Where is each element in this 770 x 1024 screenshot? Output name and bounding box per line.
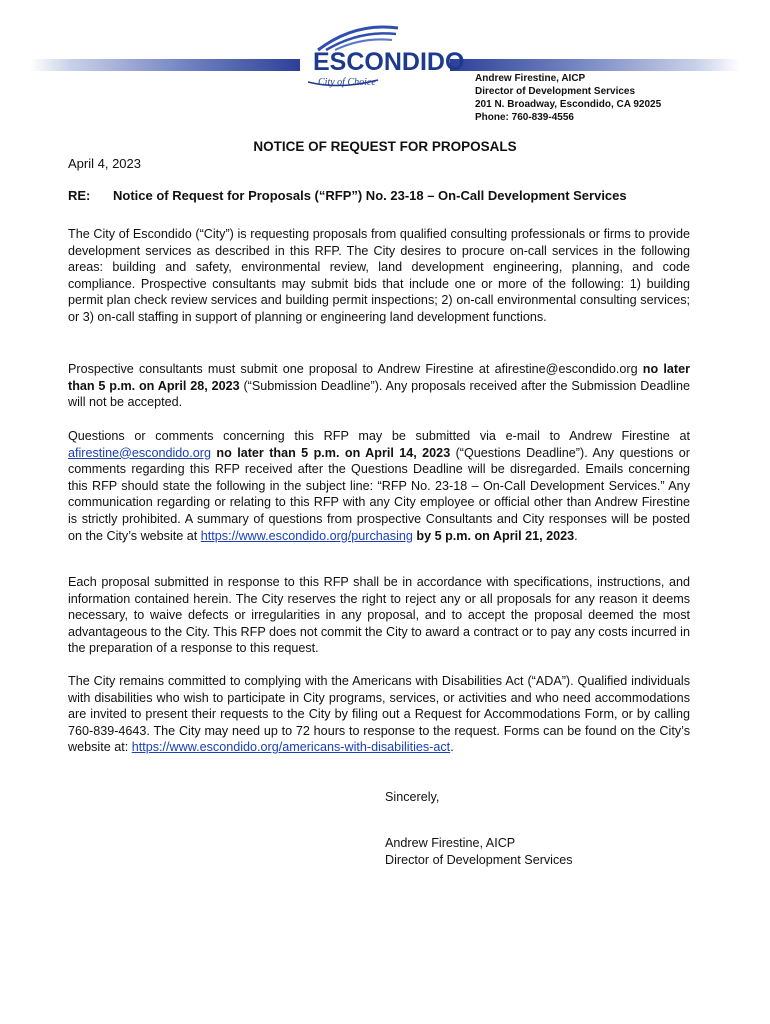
sender-title: Director of Development Services: [475, 86, 636, 97]
ada-text-end: .: [450, 740, 454, 755]
signature-closing: Sincerely,: [385, 790, 440, 804]
sender-name: Andrew Firestine, AICP: [475, 73, 586, 84]
ada-link[interactable]: https://www.escondido.org/americans-with-disabilities-act: [131, 740, 451, 755]
ada-text: The City remains committed to complying with the Americans with Disabilities Act (“ADA”). Qualified individuals with disabilities who wish to participate in City programs, services, or activities and who need accommodations are invited to present their requests to the City by filing out a Request for Accommodations Form, or by calling 760-839-4643. The City may need up to 72 hours to response to the request. Forms can be found on the City’s website at:: [68, 674, 690, 755]
submission-text-end: (“Submission Deadline”). Any proposals received after the Submission Deadline will not be accepted.: [68, 378, 690, 410]
notice-title: NOTICE OF REQUEST FOR PROPOSALS: [253, 139, 517, 154]
submission-text: Prospective consultants must submit one proposal to Andrew Firestine at afirestine@escondido.org: [68, 362, 643, 376]
summary-deadline: by 5 p.m. on April 21, 2023: [412, 528, 575, 543]
letterhead-swoosh-left: [30, 59, 300, 71]
signature-title: Director of Development Services: [385, 853, 573, 867]
sender-contact-block: [475, 72, 661, 124]
sender-address: 201 N. Broadway, Escondido, CA 92025: [475, 99, 662, 110]
escondido-logo: [300, 20, 465, 92]
logo-tagline: City of Choice: [318, 77, 376, 88]
letterhead-swoosh-right: [450, 59, 740, 71]
email-link[interactable]: afirestine@escondido.org: [68, 445, 212, 460]
logo-wordmark: ESCONDIDO: [313, 48, 465, 76]
signature-name: Andrew Firestine, AICP: [385, 836, 516, 850]
paragraph-questions: [68, 428, 690, 544]
letter-date: April 4, 2023: [68, 156, 141, 171]
re-subject: Notice of Request for Proposals (“RFP”) No. 23-18 – On-Call Development Services: [113, 188, 627, 203]
submission-deadline: no later than 5 p.m. on April 28, 2023: [68, 362, 690, 393]
paragraph-terms: Each proposal submitted in response to this RFP shall be in accordance with specifications, instructions, and information contained herein. The City reserves the right to reject any or all proposals for any reason it deems necessary, to waive defects or irregularities in any proposal, and to accept the proposal deemed the most advantageous to the City. This RFP does not commit the City to award a contract or to pay any costs incurred in the preparation of a response to this request.: [68, 575, 690, 656]
questions-text: Questions or comments concerning this RFP may be submitted via e-mail to Andrew Firestine at: [68, 429, 690, 443]
letterhead: [0, 0, 770, 130]
questions-text-middle: (“Questions Deadline”). Any questions or comments regarding this RFP received after the Questions Deadline will be disregarded. Emails concerning this RFP should state the following in the subject line: “RFP No. 23-18 – On-Call Development Services.” Any communication regarding or relating to this RFP with any City employee or official other than Andrew Firestine is strictly prohibited. A summary of questions from prospective Consultants and City responses will be posted on the City’s website at: [68, 445, 690, 543]
purchasing-link[interactable]: https://www.escondido.org/purchasing: [200, 528, 413, 543]
paragraph-intro: The City of Escondido (“City”) is requesting proposals from qualified consulting professionals or firms to provide development services as described in this RFP. The City desires to procure on-call services in the following areas: building and safety, environmental review, land development engineering, planning, and code compliance. Prospective consultants may submit bids that include one or more of the following: 1) building permit plan check review services and building permit inspections; 2) on-call environmental consulting services; or 3) on-call staffing in support of planning or engineering land development functions.: [68, 227, 690, 324]
paragraph-ada: [68, 673, 690, 756]
questions-text-end: .: [574, 528, 578, 543]
re-label: RE:: [68, 188, 91, 203]
sender-phone: Phone: 760-839-4556: [475, 112, 574, 123]
paragraph-submission: [68, 361, 690, 411]
questions-deadline: no later than 5 p.m. on April 14, 2023: [211, 445, 451, 460]
